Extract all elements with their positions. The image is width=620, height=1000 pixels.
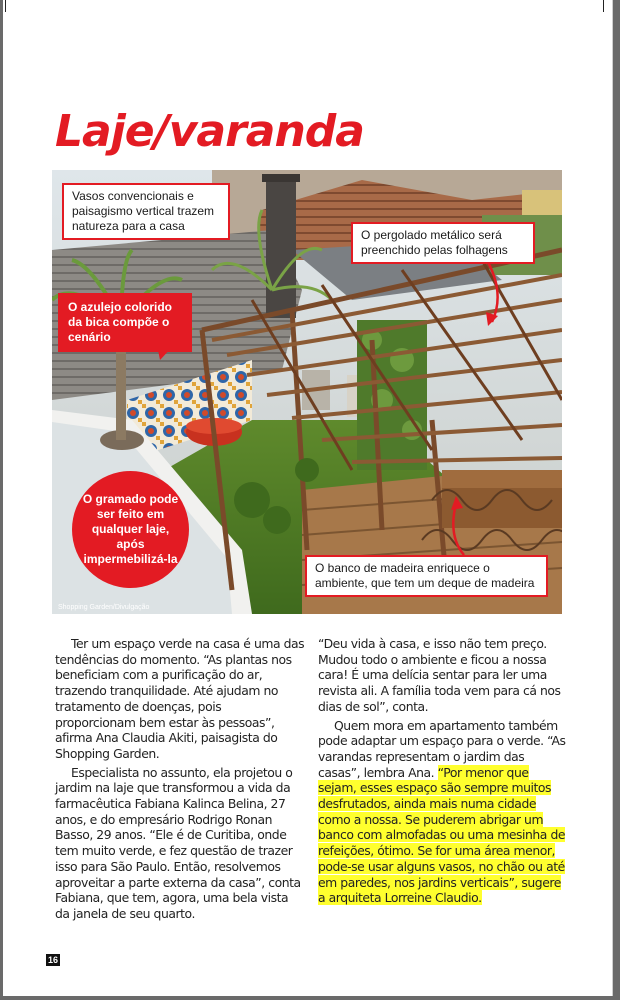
highlighted-quote: “Por menor que sejam, esses espaço são sempre muitos desfrutados, ainda mais numa cidade como a nossa. Se puderem abrigar um banco com almofadas ou uma mesinha de refeições, ótimo. Se for uma área menor, pode-se usar alguns vasos, no chão ou até em paredes, nos jardins verticais”, sugere a arquiteta Lorreine Claudio. [318,764,566,906]
caption-gramado: O gramado pode ser feito em qualquer laje, após impermebilizá-la [72,471,189,588]
caption-banco: O banco de madeira enriquece o ambiente, que tem um deque de madeira [305,555,548,597]
caption-vasos: Vasos convencionais e paisagismo vertical trazem natureza para a casa [62,183,230,240]
section-title: Laje/varanda [55,106,364,157]
paragraph: Ter um espaço verde na casa é uma das tendências do momento. “As plantas nos beneficiam com a purificação do ar, trazendo tranquilidade. Até ajudam no tratamento de doenças, pois proporcionam bem estar às pessoas”, afirma Ana Claudia Akiti, paisagista do Shopping Garden. [55,636,305,761]
paragraph: Especialista no assunto, ela projetou o jardim na laje que transformou a vida da farmacêutica Fabiana Kalinca Belina, 27 anos, e do empresário Rodrigo Ronan Basso, 29 anos. “Ele é de Curitiba, onde tem muito verde, e fez questão de trazer isso para São Paulo. Então, resolvemos aproveitar a parte externa da casa”, conta Fabiana, que tem, agora, uma bela vista da janela de seu quarto. [55,764,301,921]
photo-credit: Shopping Garden/Divulgação [58,604,150,611]
paragraph-text: Quem mora em apartamento também pode adaptar um espaço para o verde. “As varandas representam o jardim das casas”, lembra Ana. [318,717,566,780]
crop-mark-right [603,0,604,12]
article-column-1 [55,636,305,925]
article-column-2 [318,636,568,909]
page-number: 16 [48,955,59,965]
caption-azulejo: O azulejo colorido da bica compõe o cenário [58,293,192,352]
caption-pergolado: O pergolado metálico será preenchido pelas folhagens [351,222,535,264]
crop-mark-left [5,0,6,12]
paragraph: “Deu vida à casa, e isso não tem preço. Mudou todo o ambiente e ficou a nossa cara! É uma delícia sentar para ler uma revista ali. A família toda vem para cá nos dias de sol”, conta. [318,636,561,714]
paragraph [318,718,568,906]
